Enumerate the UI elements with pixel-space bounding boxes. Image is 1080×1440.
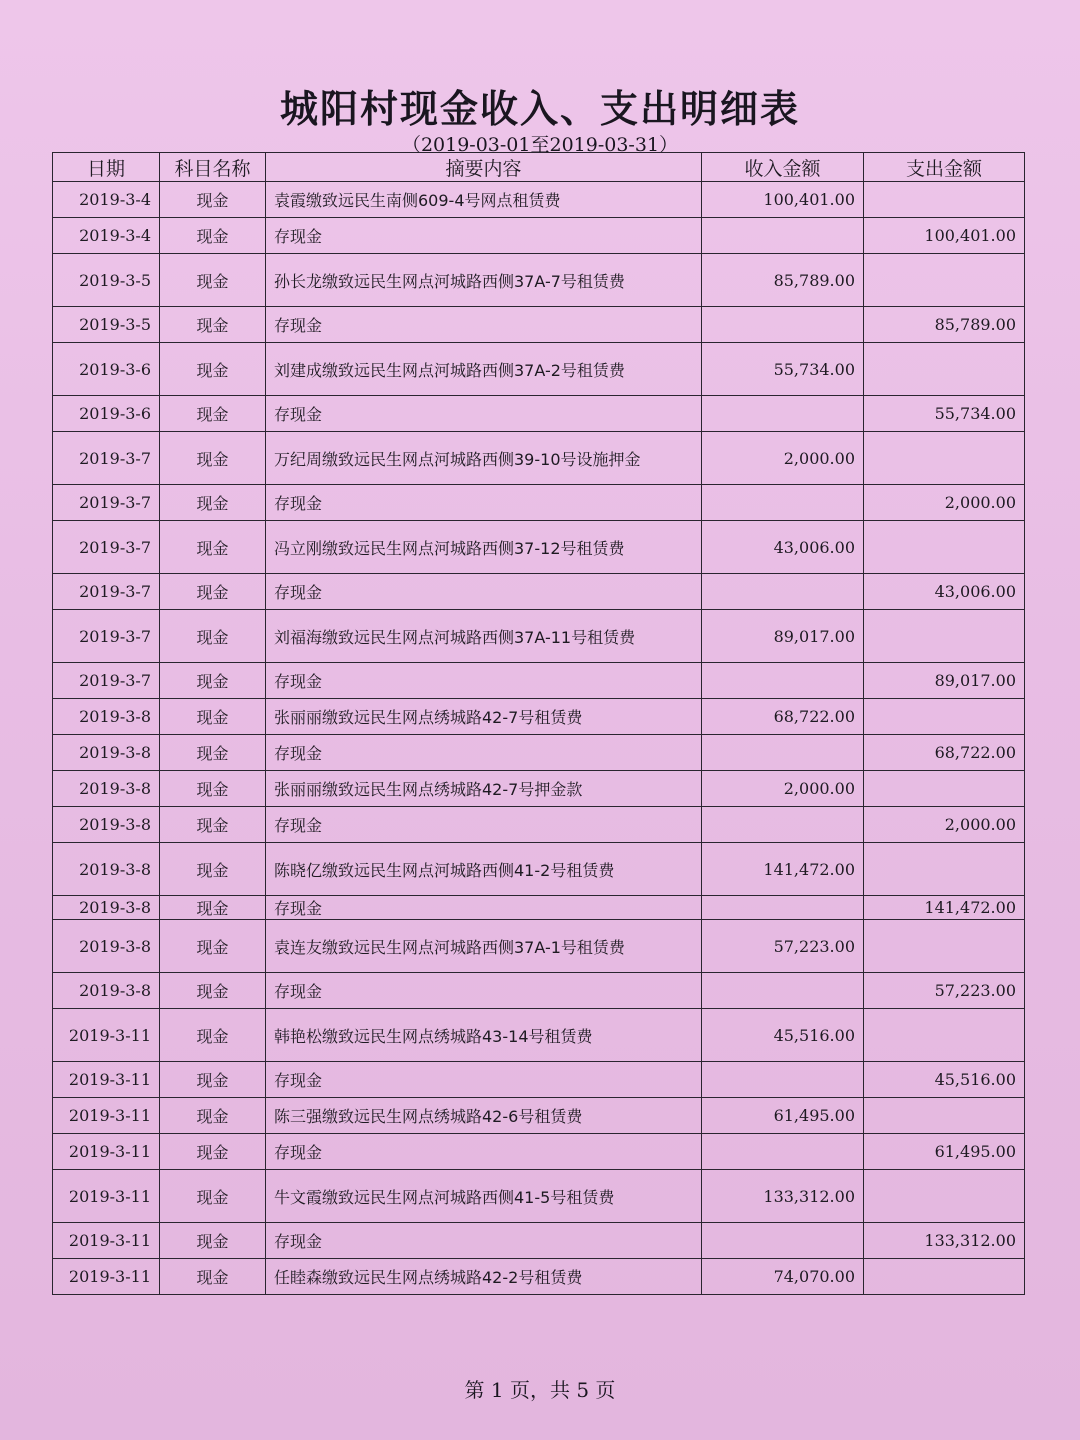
cell-subject: 现金 <box>160 1223 266 1259</box>
cell-subject: 现金 <box>160 663 266 699</box>
cell-description: 任睦森缴致远民生网点绣城路42-2号租赁费 <box>266 1259 702 1295</box>
cell-date: 2019-3-8 <box>53 735 160 771</box>
cell-income <box>702 896 864 920</box>
cell-subject: 现金 <box>160 896 266 920</box>
table-row <box>53 1259 1025 1295</box>
table-row <box>53 218 1025 254</box>
cell-income: 43,006.00 <box>702 521 864 574</box>
cell-income: 133,312.00 <box>702 1170 864 1223</box>
cell-date: 2019-3-8 <box>53 699 160 735</box>
cell-income: 55,734.00 <box>702 343 864 396</box>
cell-description: 孙长龙缴致远民生网点河城路西侧37A-7号租赁费 <box>266 254 702 307</box>
cell-subject: 现金 <box>160 1098 266 1134</box>
cell-description: 存现金 <box>266 973 702 1009</box>
cell-date: 2019-3-11 <box>53 1223 160 1259</box>
cell-description: 张丽丽缴致远民生网点绣城路42-7号租赁费 <box>266 699 702 735</box>
cell-subject: 现金 <box>160 699 266 735</box>
cell-description: 存现金 <box>266 663 702 699</box>
cell-income <box>702 1223 864 1259</box>
ledger-table <box>52 152 1025 1295</box>
table-row <box>53 1223 1025 1259</box>
cell-description: 存现金 <box>266 1223 702 1259</box>
cell-description: 存现金 <box>266 1062 702 1098</box>
cell-expense <box>864 699 1025 735</box>
cell-income <box>702 1134 864 1170</box>
cell-expense: 89,017.00 <box>864 663 1025 699</box>
cell-subject: 现金 <box>160 771 266 807</box>
cell-income: 45,516.00 <box>702 1009 864 1062</box>
cell-date: 2019-3-11 <box>53 1134 160 1170</box>
cell-date: 2019-3-7 <box>53 610 160 663</box>
cell-subject: 现金 <box>160 1062 266 1098</box>
cell-date: 2019-3-5 <box>53 254 160 307</box>
cell-expense: 133,312.00 <box>864 1223 1025 1259</box>
cell-description: 存现金 <box>266 807 702 843</box>
cell-expense <box>864 920 1025 973</box>
cell-subject: 现金 <box>160 343 266 396</box>
table-row <box>53 735 1025 771</box>
cell-description: 刘建成缴致远民生网点河城路西侧37A-2号租赁费 <box>266 343 702 396</box>
cell-expense <box>864 432 1025 485</box>
cell-subject: 现金 <box>160 807 266 843</box>
cell-expense: 85,789.00 <box>864 307 1025 343</box>
cell-date: 2019-3-7 <box>53 663 160 699</box>
cell-expense <box>864 182 1025 218</box>
cell-expense: 61,495.00 <box>864 1134 1025 1170</box>
cell-income: 100,401.00 <box>702 182 864 218</box>
header-subject: 科目名称 <box>160 153 266 182</box>
cell-expense <box>864 1009 1025 1062</box>
table-row <box>53 920 1025 973</box>
cell-income: 85,789.00 <box>702 254 864 307</box>
page-indicator: 第 1 页，共 5 页 <box>464 1378 616 1402</box>
table-row <box>53 1134 1025 1170</box>
cell-date: 2019-3-11 <box>53 1170 160 1223</box>
cell-expense: 55,734.00 <box>864 396 1025 432</box>
table-row <box>53 1170 1025 1223</box>
cell-date: 2019-3-8 <box>53 920 160 973</box>
table-row <box>53 663 1025 699</box>
table-row <box>53 1062 1025 1098</box>
cell-description: 刘福海缴致远民生网点河城路西侧37A-11号租赁费 <box>266 610 702 663</box>
cell-expense: 2,000.00 <box>864 485 1025 521</box>
cell-description: 袁霞缴致远民生南侧609-4号网点租赁费 <box>266 182 702 218</box>
cell-subject: 现金 <box>160 610 266 663</box>
cell-income: 2,000.00 <box>702 771 864 807</box>
cell-date: 2019-3-6 <box>53 343 160 396</box>
cell-income: 57,223.00 <box>702 920 864 973</box>
cell-date: 2019-3-4 <box>53 182 160 218</box>
cell-subject: 现金 <box>160 1009 266 1062</box>
cell-income: 74,070.00 <box>702 1259 864 1295</box>
cell-description: 存现金 <box>266 218 702 254</box>
cell-subject: 现金 <box>160 735 266 771</box>
cell-subject: 现金 <box>160 182 266 218</box>
cell-income <box>702 218 864 254</box>
cell-date: 2019-3-11 <box>53 1062 160 1098</box>
cell-expense: 43,006.00 <box>864 574 1025 610</box>
header-date: 日期 <box>53 153 160 182</box>
header-income: 收入金额 <box>702 153 864 182</box>
cell-income <box>702 485 864 521</box>
table-row <box>53 699 1025 735</box>
cell-expense <box>864 1098 1025 1134</box>
cell-date: 2019-3-8 <box>53 843 160 896</box>
table-row <box>53 521 1025 574</box>
cell-subject: 现金 <box>160 254 266 307</box>
cell-description: 存现金 <box>266 896 702 920</box>
cell-date: 2019-3-5 <box>53 307 160 343</box>
cell-date: 2019-3-4 <box>53 218 160 254</box>
cell-description: 牛文霞缴致远民生网点河城路西侧41-5号租赁费 <box>266 1170 702 1223</box>
cell-date: 2019-3-8 <box>53 807 160 843</box>
cell-income <box>702 807 864 843</box>
cell-date: 2019-3-8 <box>53 973 160 1009</box>
table-row <box>53 807 1025 843</box>
cell-subject: 现金 <box>160 432 266 485</box>
cell-description: 存现金 <box>266 485 702 521</box>
cell-expense <box>864 254 1025 307</box>
cell-expense <box>864 343 1025 396</box>
cell-description: 袁连友缴致远民生网点河城路西侧37A-1号租赁费 <box>266 920 702 973</box>
cell-description: 冯立刚缴致远民生网点河城路西侧37-12号租赁费 <box>266 521 702 574</box>
table-row <box>53 485 1025 521</box>
cell-date: 2019-3-6 <box>53 396 160 432</box>
cell-expense: 57,223.00 <box>864 973 1025 1009</box>
header-row <box>53 153 1025 182</box>
cell-expense <box>864 843 1025 896</box>
table-row <box>53 973 1025 1009</box>
cell-income <box>702 663 864 699</box>
cell-date: 2019-3-7 <box>53 521 160 574</box>
cell-date: 2019-3-11 <box>53 1009 160 1062</box>
cell-subject: 现金 <box>160 485 266 521</box>
cell-subject: 现金 <box>160 574 266 610</box>
cell-date: 2019-3-11 <box>53 1098 160 1134</box>
table-row <box>53 432 1025 485</box>
cell-description: 张丽丽缴致远民生网点绣城路42-7号押金款 <box>266 771 702 807</box>
cell-description: 韩艳松缴致远民生网点绣城路43-14号租赁费 <box>266 1009 702 1062</box>
table-row <box>53 343 1025 396</box>
cell-income: 61,495.00 <box>702 1098 864 1134</box>
table-row <box>53 254 1025 307</box>
cell-expense: 100,401.00 <box>864 218 1025 254</box>
cell-expense: 68,722.00 <box>864 735 1025 771</box>
cell-description: 存现金 <box>266 307 702 343</box>
cell-description: 存现金 <box>266 1134 702 1170</box>
table-row <box>53 896 1025 920</box>
cell-date: 2019-3-8 <box>53 896 160 920</box>
table-row <box>53 1009 1025 1062</box>
cell-income <box>702 396 864 432</box>
cell-date: 2019-3-7 <box>53 574 160 610</box>
cell-description: 存现金 <box>266 396 702 432</box>
cell-date: 2019-3-7 <box>53 485 160 521</box>
cell-expense: 141,472.00 <box>864 896 1025 920</box>
table-row <box>53 1098 1025 1134</box>
cell-income: 141,472.00 <box>702 843 864 896</box>
table-row <box>53 843 1025 896</box>
cell-description: 存现金 <box>266 735 702 771</box>
cell-expense <box>864 1170 1025 1223</box>
cell-date: 2019-3-7 <box>53 432 160 485</box>
cell-subject: 现金 <box>160 396 266 432</box>
table-row <box>53 307 1025 343</box>
cell-date: 2019-3-8 <box>53 771 160 807</box>
cell-expense: 45,516.00 <box>864 1062 1025 1098</box>
table-row <box>53 396 1025 432</box>
cell-description: 陈三强缴致远民生网点绣城路42-6号租赁费 <box>266 1098 702 1134</box>
cell-expense: 2,000.00 <box>864 807 1025 843</box>
cell-expense <box>864 1259 1025 1295</box>
cell-expense <box>864 610 1025 663</box>
cell-income <box>702 1062 864 1098</box>
cell-subject: 现金 <box>160 218 266 254</box>
cell-income: 2,000.00 <box>702 432 864 485</box>
cell-income: 89,017.00 <box>702 610 864 663</box>
cell-date: 2019-3-11 <box>53 1259 160 1295</box>
header-description: 摘要内容 <box>266 153 702 182</box>
header-expense: 支出金额 <box>864 153 1025 182</box>
cell-income <box>702 735 864 771</box>
cell-expense <box>864 771 1025 807</box>
cell-description: 存现金 <box>266 574 702 610</box>
cell-income: 68,722.00 <box>702 699 864 735</box>
cell-subject: 现金 <box>160 1170 266 1223</box>
cell-subject: 现金 <box>160 307 266 343</box>
cell-subject: 现金 <box>160 521 266 574</box>
cell-description: 万纪周缴致远民生网点河城路西侧39-10号设施押金 <box>266 432 702 485</box>
cell-subject: 现金 <box>160 1259 266 1295</box>
cell-subject: 现金 <box>160 920 266 973</box>
cell-expense <box>864 521 1025 574</box>
table-row <box>53 182 1025 218</box>
document-period: （2019-03-01至2019-03-31） <box>401 134 679 156</box>
document-title: 城阳村现金收入、支出明细表 <box>279 87 800 131</box>
cell-income <box>702 574 864 610</box>
cell-subject: 现金 <box>160 1134 266 1170</box>
cell-income <box>702 973 864 1009</box>
cell-subject: 现金 <box>160 973 266 1009</box>
table-row <box>53 574 1025 610</box>
cell-income <box>702 307 864 343</box>
cell-subject: 现金 <box>160 843 266 896</box>
table-row <box>53 771 1025 807</box>
cell-description: 陈晓亿缴致远民生网点河城路西侧41-2号租赁费 <box>266 843 702 896</box>
table-row <box>53 610 1025 663</box>
